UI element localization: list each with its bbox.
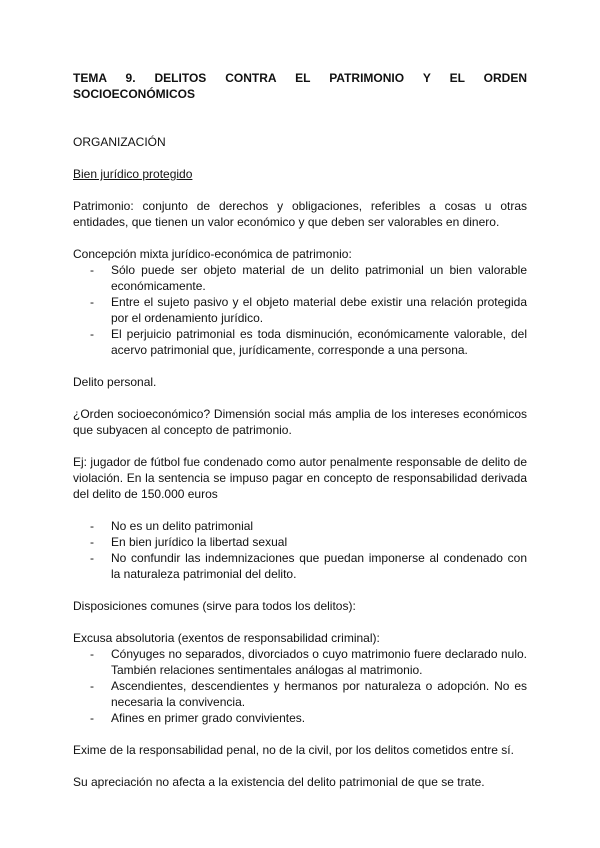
apreciacion-paragraph: Su apreciación no afecta a la existencia del delito patrimonial de que se trate. — [73, 775, 485, 789]
ejemplo-list — [73, 518, 527, 582]
list-item: - Ascendientes, descendientes y hermanos por naturaleza o adopción. No es necesaria la convivencia. — [92, 678, 527, 710]
document-page — [73, 70, 527, 790]
list-item: - En bien jurídico la libertad sexual — [92, 534, 527, 550]
excusa-list — [73, 646, 527, 726]
exime-paragraph: Exime de la responsabilidad penal, no de la civil, por los delitos cometidos entre sí. — [73, 743, 514, 757]
title-line-1: TEMA 9. DELITOS CONTRA EL PATRIMONIO Y EL ORDEN — [73, 71, 527, 85]
disposiciones-comunes: Disposiciones comunes (sirve para todos los delitos): — [73, 599, 356, 613]
ejemplo-paragraph: Ej: jugador de fútbol fue condenado como autor penalmente responsable de delito de violación. En la sentencia se impuso pagar en concepto de responsabilidad derivada del delito de 150.000 euros — [73, 455, 527, 501]
list-item: - Afines en primer grado convivientes. — [92, 710, 527, 726]
list-item: - Sólo puede ser objeto material de un delito patrimonial un bien valorable económicamente. — [92, 262, 527, 294]
concepcion-heading: Concepción mixta jurídico-económica de patrimonio: — [73, 247, 352, 261]
orden-socioeconomico: ¿Orden socioeconómico? Dimensión social más amplia de los intereses económicos que subyacen al concepto de patrimonio. — [73, 407, 527, 437]
subheading: Bien jurídico protegido — [73, 167, 193, 181]
section-heading: ORGANIZACIÓN — [73, 135, 166, 149]
document-title — [73, 70, 527, 102]
list-item: - No confundir las indemnizaciones que puedan imponerse al condenado con la naturaleza patrimonial del delito. — [92, 550, 527, 582]
list-item: - Entre el sujeto pasivo y el objeto material debe existir una relación protegida por el ordenamiento jurídico. — [92, 294, 527, 326]
excusa-heading: Excusa absolutoria (exentos de responsabilidad criminal): — [73, 631, 380, 645]
list-item: - Cónyuges no separados, divorciados o cuyo matrimonio fuere declarado nulo. También relaciones sentimentales análogas al matrimonio. — [92, 646, 527, 678]
title-line-2: SOCIOECONÓMICOS — [73, 87, 196, 101]
concepcion-list — [73, 262, 527, 358]
list-item: - No es un delito patrimonial — [92, 518, 527, 534]
patrimonio-definition: Patrimonio: conjunto de derechos y obligaciones, referibles a cosas u otras entidades, que tienen un valor económico y que deben ser valorables en dinero. — [73, 199, 527, 229]
delito-personal: Delito personal. — [73, 375, 157, 389]
list-item: - El perjuicio patrimonial es toda disminución, económicamente valorable, del acervo patrimonial que, jurídicamente, corresponde a una persona. — [92, 326, 527, 358]
